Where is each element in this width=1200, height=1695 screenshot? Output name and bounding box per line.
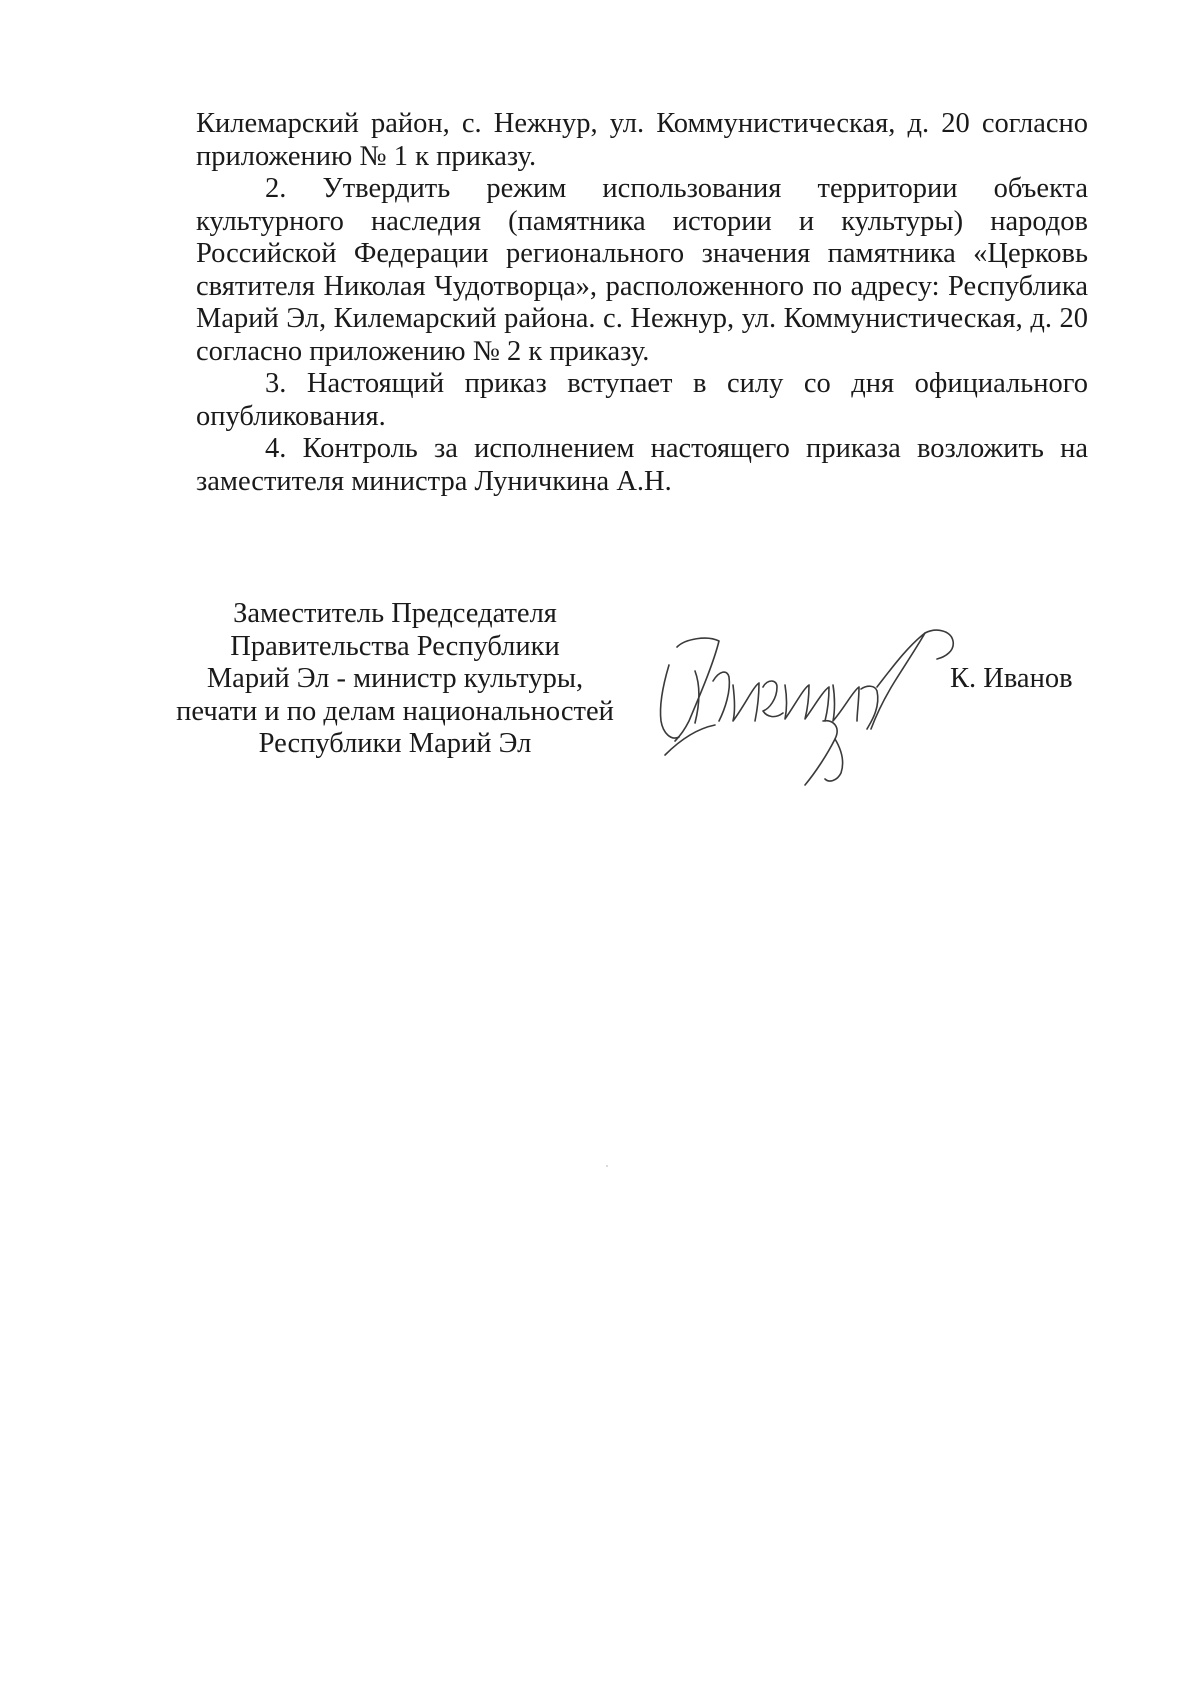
paragraph-item-3 xyxy=(196,368,1088,433)
position-line: Заместитель Председателя xyxy=(233,598,557,629)
paragraph-text: Настоящий приказ вступает в силу со дня официального опубликования. xyxy=(196,368,1088,432)
paragraph-continuation xyxy=(196,108,1088,173)
paragraph-item-4 xyxy=(196,433,1088,498)
paragraph-number: 4. xyxy=(265,433,287,464)
scan-speck xyxy=(606,1165,608,1167)
handwritten-signature xyxy=(655,625,1015,800)
position-line: Марий Эл - министр культуры, xyxy=(206,663,584,694)
position-line: Республики Марий Эл xyxy=(258,728,532,759)
position-line: Правительства Республики xyxy=(230,630,560,662)
signatory-name: К. Иванов xyxy=(950,663,1073,694)
paragraph-text: Килемарский район, с. Нежнур, ул. Коммунистическая, д. 20 согласно приложению № 1 к приказу. xyxy=(196,108,1088,172)
paragraph-number: 2. xyxy=(265,173,287,204)
signatory-position xyxy=(160,598,630,761)
order-body xyxy=(196,108,1088,498)
paragraph-number: 3. xyxy=(265,368,287,399)
paragraph-text: Утвердить режим использования территории объекта культурного наследия (памятника истории и культуры) народов Российской Федерации регионального значения памятника «Церковь святителя Николая Чудотворца», расположенного по адресу: Республика Марий Эл, Килемарский района. с. Нежнур, ул. Коммунистическая, д. 20 согласно приложению № 2 к приказу. xyxy=(196,173,1088,367)
position-line: печати и по делам национальностей xyxy=(176,695,614,727)
paragraph-text: Контроль за исполнением настоящего приказа возложить на заместителя министра Луничкина А.Н. xyxy=(196,433,1088,497)
paragraph-item-2 xyxy=(196,173,1088,368)
